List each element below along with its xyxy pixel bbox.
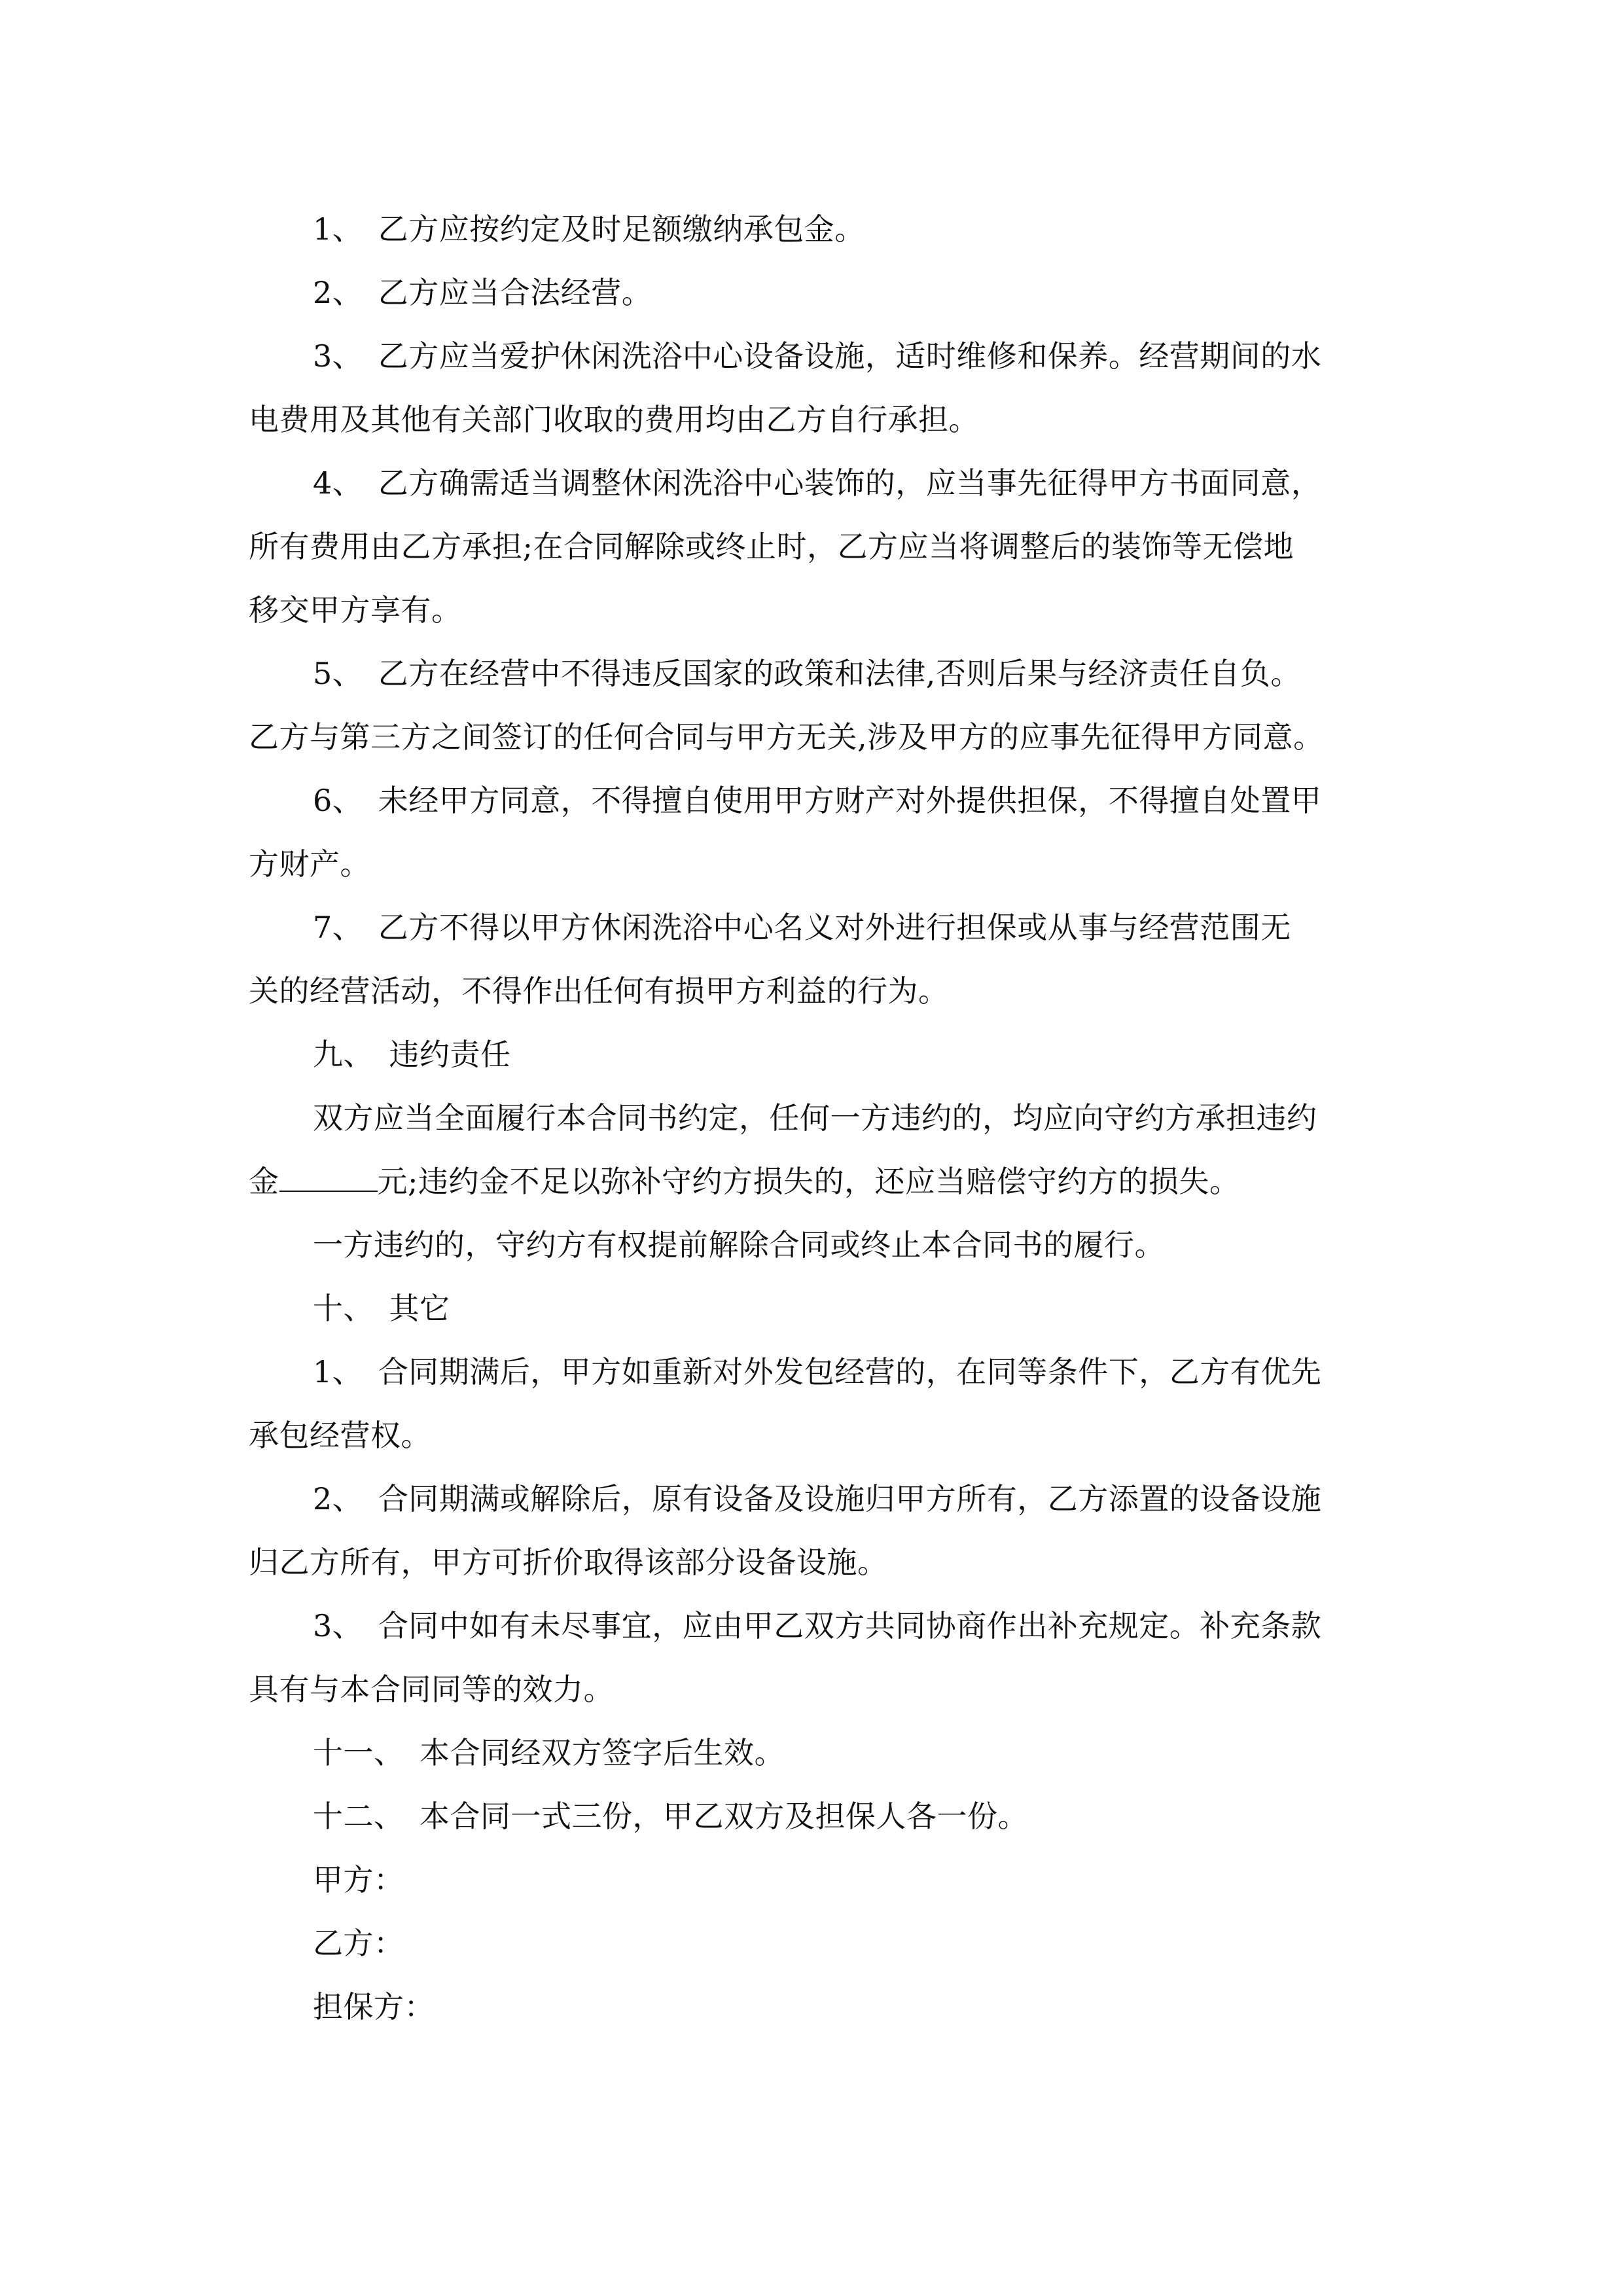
clause-10-2-line-2: 归乙方所有，甲方可折价取得该部分设备设施。 [249, 1545, 888, 1580]
clause-8-2: 2、 乙方应当合法经营。 [313, 275, 652, 310]
clause-8-6-line-1: 6、 未经甲方同意，不得擅自使用甲方财产对外提供担保，不得擅自处置甲 [313, 783, 1322, 818]
clause-8-1: 1、 乙方应按约定及时足额缴纳承包金。 [313, 211, 865, 247]
penalty-prefix: 金 [249, 1164, 279, 1199]
section-10-heading: 十、 其它 [313, 1291, 450, 1326]
clause-10-3-line-2: 具有与本合同同等的效力。 [249, 1672, 614, 1707]
section-9-para-1-line-1: 双方应当全面履行本合同书约定，任何一方违约的，均应向守约方承担违约 [313, 1100, 1317, 1136]
clause-8-3-line-2: 电费用及其他有关部门收取的费用均由乙方自行承担。 [249, 402, 979, 437]
section-9-heading: 九、 违约责任 [313, 1037, 511, 1072]
signature-party-a: 甲方： [313, 1862, 404, 1897]
section-11: 十一、 本合同经双方签字后生效。 [313, 1735, 785, 1770]
section-9-para-2: 一方违约的，守约方有权提前解除合同或终止本合同书的履行。 [313, 1227, 1165, 1263]
clause-10-3-line-1: 3、 合同中如有未尽事宜，应由甲乙双方共同协商作出补充规定。补充条款 [313, 1608, 1322, 1643]
signature-party-b: 乙方： [313, 1926, 404, 1961]
clause-8-5-line-1: 5、 乙方在经营中不得违反国家的政策和法律,否则后果与经济责任自负。 [313, 656, 1301, 691]
clause-8-6-line-2: 方财产。 [249, 846, 370, 882]
clause-10-1-line-1: 1、 合同期满后，甲方如重新对外发包经营的，在同等条件下，乙方有优先 [313, 1354, 1322, 1390]
clause-8-7-line-1: 7、 乙方不得以甲方休闲洗浴中心名义对外进行担保或从事与经营范围无 [313, 910, 1291, 945]
clause-8-4-line-3: 移交甲方享有。 [249, 592, 462, 628]
penalty-suffix: 元;违约金不足以弥补守约方损失的，还应当赔偿守约方的损失。 [377, 1164, 1240, 1199]
clause-8-4-line-2: 所有费用由乙方承担;在合同解除或终止时，乙方应当将调整后的装饰等无偿地 [249, 529, 1294, 564]
section-12: 十二、 本合同一式三份，甲乙双方及担保人各一份。 [313, 1799, 1028, 1834]
penalty-amount-blank [279, 1164, 378, 1192]
clause-8-5-line-2: 乙方与第三方之间签订的任何合同与甲方无关,涉及甲方的应事先征得甲方同意。 [249, 719, 1324, 755]
clause-8-3-line-1: 3、 乙方应当爱护休闲洗浴中心设备设施，适时维修和保养。经营期间的水 [313, 338, 1322, 374]
clause-8-7-line-2: 关的经营活动，不得作出任何有损甲方利益的行为。 [249, 973, 949, 1009]
section-9-para-1-line-2 [249, 1162, 1374, 1201]
clause-10-1-line-2: 承包经营权。 [249, 1418, 431, 1453]
clause-8-4-line-1: 4、 乙方确需适当调整休闲洗浴中心装饰的，应当事先征得甲方书面同意， [313, 465, 1322, 501]
clause-10-2-line-1: 2、 合同期满或解除后，原有设备及设施归甲方所有，乙方添置的设备设施 [313, 1481, 1322, 1516]
signature-guarantor: 担保方： [313, 1989, 435, 2024]
